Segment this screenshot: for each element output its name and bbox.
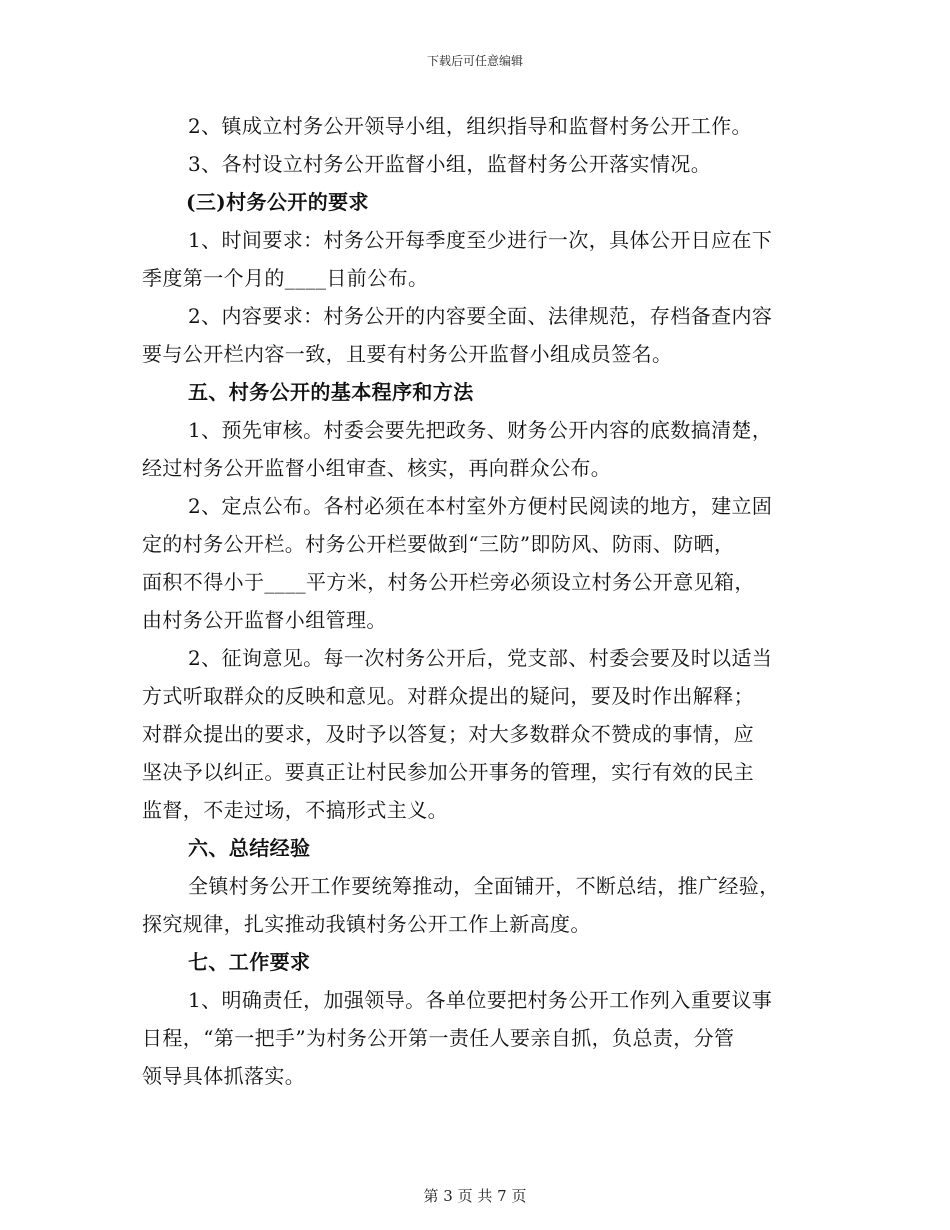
paragraph-line: 全镇村务公开工作要统筹推动，全面铺开，不断总结，推广经验，	[188, 874, 780, 898]
section-heading: (三)村务公开的要求	[186, 190, 369, 214]
paragraph-line: 监督，不走过场，不搞形式主义。	[142, 798, 448, 822]
paragraph-line: 经过村务公开监督小组审查、核实，再向群众公布。	[142, 456, 612, 480]
paragraph-line: 要与公开栏内容一致，且要有村务公开监督小组成员签名。	[142, 342, 673, 366]
page-header: 下载后可任意编辑	[426, 54, 523, 68]
paragraph-line: 2、定点公布。各村必须在本村室外方便村民阅读的地方，建立固	[188, 494, 773, 518]
section-heading: 六、总结经验	[188, 836, 311, 860]
paragraph-line: 季度第一个月的____日前公布。	[142, 266, 429, 290]
paragraph-line: 1、明确责任，加强领导。各单位要把村务公开工作列入重要议事	[188, 988, 773, 1012]
paragraph-line: 方式听取群众的反映和意见。对群众提出的疑问，要及时作出解释；	[142, 684, 754, 708]
paragraph-line: 坚决予以纠正。要真正让村民参加公开事务的管理，实行有效的民主	[142, 760, 754, 784]
section-heading: 七、工作要求	[188, 950, 311, 974]
paragraph-line: 探究规律，扎实推动我镇村务公开工作上新高度。	[142, 912, 591, 936]
paragraph-line: 由村务公开监督小组管理。	[142, 608, 387, 632]
paragraph-line: 2、征询意见。每一次村务公开后，党支部、村委会要及时以适当	[188, 646, 773, 670]
paragraph-line: 面积不得小于____平方米，村务公开栏旁必须设立村务公开意见箱，	[142, 570, 755, 594]
section-heading: 五、村务公开的基本程序和方法	[188, 380, 474, 404]
paragraph-line: 3、各村设立村务公开监督小组，监督村务公开落实情况。	[188, 152, 712, 176]
page-footer: 第 3 页 共 7 页	[423, 1187, 527, 1205]
paragraph-line: 2、内容要求：村务公开的内容要全面、法律规范，存档备查内容	[188, 304, 773, 328]
paragraph-line: 对群众提出的要求，及时予以答复；对大多数群众不赞成的事情，应	[142, 722, 754, 746]
paragraph-line: 领导具体抓落实。	[142, 1064, 306, 1088]
paragraph-line: 日程，“第一把手”为村务公开第一责任人要亲自抓，负总责，分管	[142, 1026, 735, 1050]
paragraph-line: 2、镇成立村务公开领导小组，组织指导和监督村务公开工作。	[188, 114, 752, 138]
paragraph-line: 定的村务公开栏。村务公开栏要做到“三防”即防风、防雨、防晒，	[142, 532, 735, 556]
paragraph-line: 1、预先审核。村委会要先把政务、财务公开内容的底数搞清楚，	[188, 418, 773, 442]
paragraph-line: 1、时间要求：村务公开每季度至少进行一次，具体公开日应在下	[188, 228, 773, 252]
